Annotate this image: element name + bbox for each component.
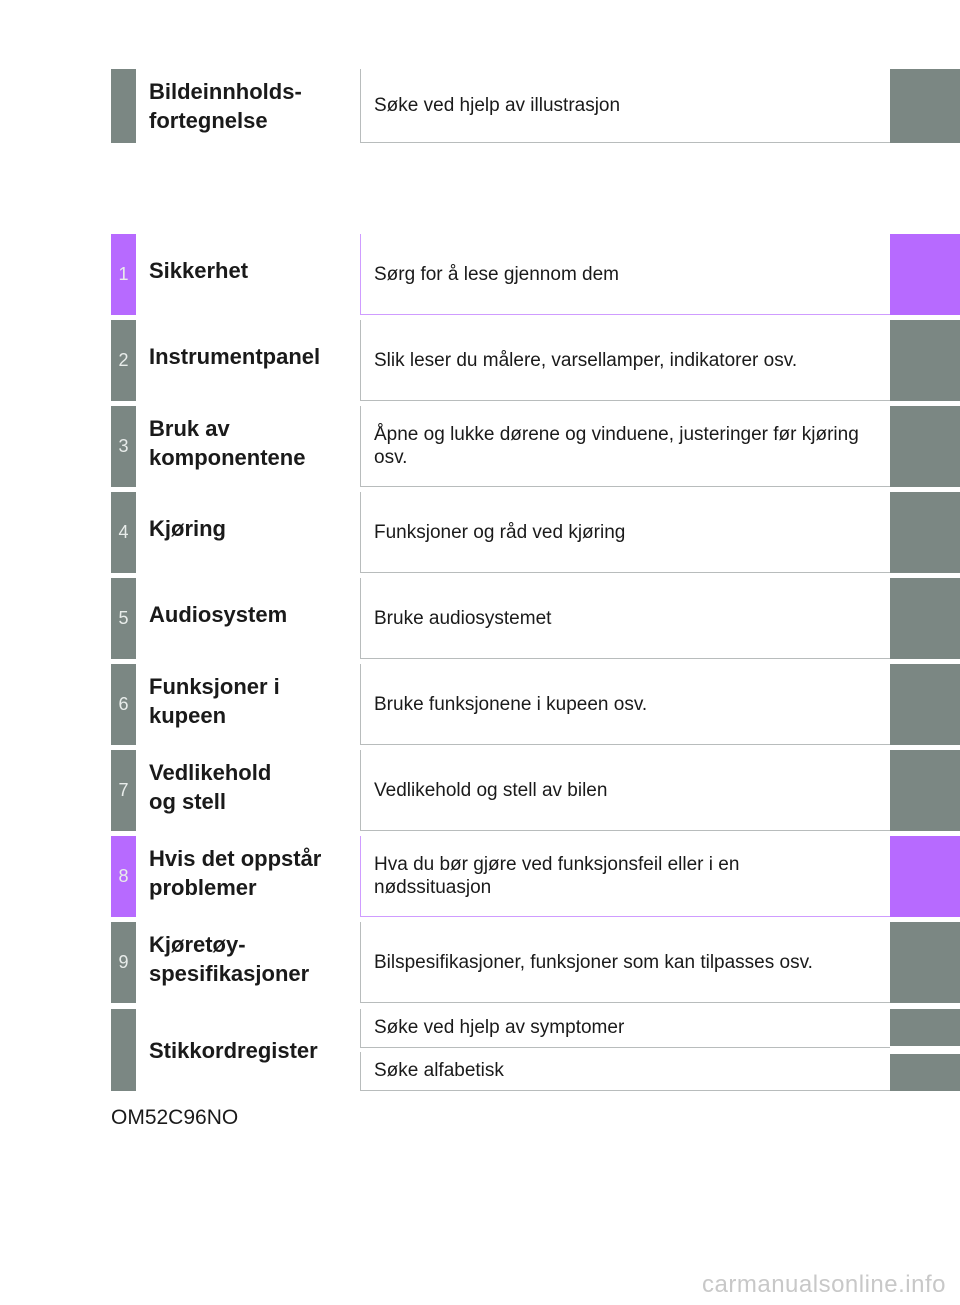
section-title: Kjøretøy- spesifikasjoner bbox=[149, 932, 310, 986]
section-description: Bruke audiosystemet bbox=[360, 578, 890, 659]
section-edge-tab[interactable] bbox=[890, 406, 960, 487]
section-title: Instrumentpanel bbox=[149, 344, 321, 369]
section-row-4[interactable] bbox=[111, 492, 960, 573]
section-description: Vedlikehold og stell av bilen bbox=[360, 750, 890, 831]
section-edge-tab[interactable] bbox=[890, 664, 960, 745]
index-title: Stikkordregister bbox=[149, 1037, 318, 1063]
section-number: 5 bbox=[111, 578, 136, 659]
blank-tab-left bbox=[111, 69, 136, 143]
section-number: 7 bbox=[111, 750, 136, 831]
index-row[interactable] bbox=[111, 1009, 960, 1091]
section-description: Slik leser du målere, varsellamper, indikatorer osv. bbox=[360, 320, 890, 401]
watermark: carmanualsonline.info bbox=[702, 1271, 946, 1298]
section-row-2[interactable] bbox=[111, 320, 960, 401]
section-row-1[interactable] bbox=[111, 234, 960, 315]
section-row-6[interactable] bbox=[111, 664, 960, 745]
section-number: 4 bbox=[111, 492, 136, 573]
section-title: Audiosystem bbox=[149, 602, 288, 627]
index-item-symptoms[interactable]: Søke ved hjelp av symptomer bbox=[360, 1009, 890, 1048]
section-row-5[interactable] bbox=[111, 578, 960, 659]
section-title: Hvis det oppstår problemer bbox=[149, 846, 322, 900]
picture-index-description: Søke ved hjelp av illustrasjon bbox=[360, 69, 890, 143]
section-number: 2 bbox=[111, 320, 136, 401]
section-title: Bruk av komponentene bbox=[149, 416, 306, 470]
index-alphabetical-edge-tab[interactable] bbox=[890, 1054, 960, 1091]
section-description: Bilspesifikasjoner, funksjoner som kan tilpasses osv. bbox=[360, 922, 890, 1003]
section-row-7[interactable] bbox=[111, 750, 960, 831]
section-description: Sørg for å lese gjennom dem bbox=[360, 234, 890, 315]
section-number: 9 bbox=[111, 922, 136, 1003]
section-edge-tab[interactable] bbox=[890, 492, 960, 573]
section-edge-tab[interactable] bbox=[890, 578, 960, 659]
section-edge-tab[interactable] bbox=[890, 234, 960, 315]
picture-index-title: Bildeinnholds- fortegnelse bbox=[149, 79, 302, 133]
section-edge-tab[interactable] bbox=[890, 750, 960, 831]
section-description: Hva du bør gjøre ved funksjonsfeil eller i en nødssituasjon bbox=[360, 836, 890, 917]
index-item-alphabetical[interactable]: Søke alfabetisk bbox=[360, 1052, 890, 1091]
section-description: Åpne og lukke dørene og vinduene, justeringer før kjøring osv. bbox=[360, 406, 890, 487]
section-number: 1 bbox=[111, 234, 136, 315]
section-number: 8 bbox=[111, 836, 136, 917]
section-number: 3 bbox=[111, 406, 136, 487]
section-description: Bruke funksjonene i kupeen osv. bbox=[360, 664, 890, 745]
section-row-9[interactable] bbox=[111, 922, 960, 1003]
section-edge-tab[interactable] bbox=[890, 836, 960, 917]
section-title: Vedlikehold og stell bbox=[149, 760, 272, 814]
section-title: Sikkerhet bbox=[149, 258, 249, 283]
index-symptoms-edge-tab[interactable] bbox=[890, 1009, 960, 1046]
picture-index-edge-tab[interactable] bbox=[890, 69, 960, 143]
section-number: 6 bbox=[111, 664, 136, 745]
section-row-8[interactable] bbox=[111, 836, 960, 917]
blank-tab-left bbox=[111, 1009, 136, 1091]
section-description: Funksjoner og råd ved kjøring bbox=[360, 492, 890, 573]
section-row-3[interactable] bbox=[111, 406, 960, 487]
section-title: Kjøring bbox=[149, 516, 226, 541]
section-edge-tab[interactable] bbox=[890, 320, 960, 401]
document-code: OM52C96NO bbox=[111, 1106, 239, 1129]
picture-index-row[interactable] bbox=[111, 69, 960, 143]
section-title: Funksjoner i kupeen bbox=[149, 674, 280, 728]
section-edge-tab[interactable] bbox=[890, 922, 960, 1003]
